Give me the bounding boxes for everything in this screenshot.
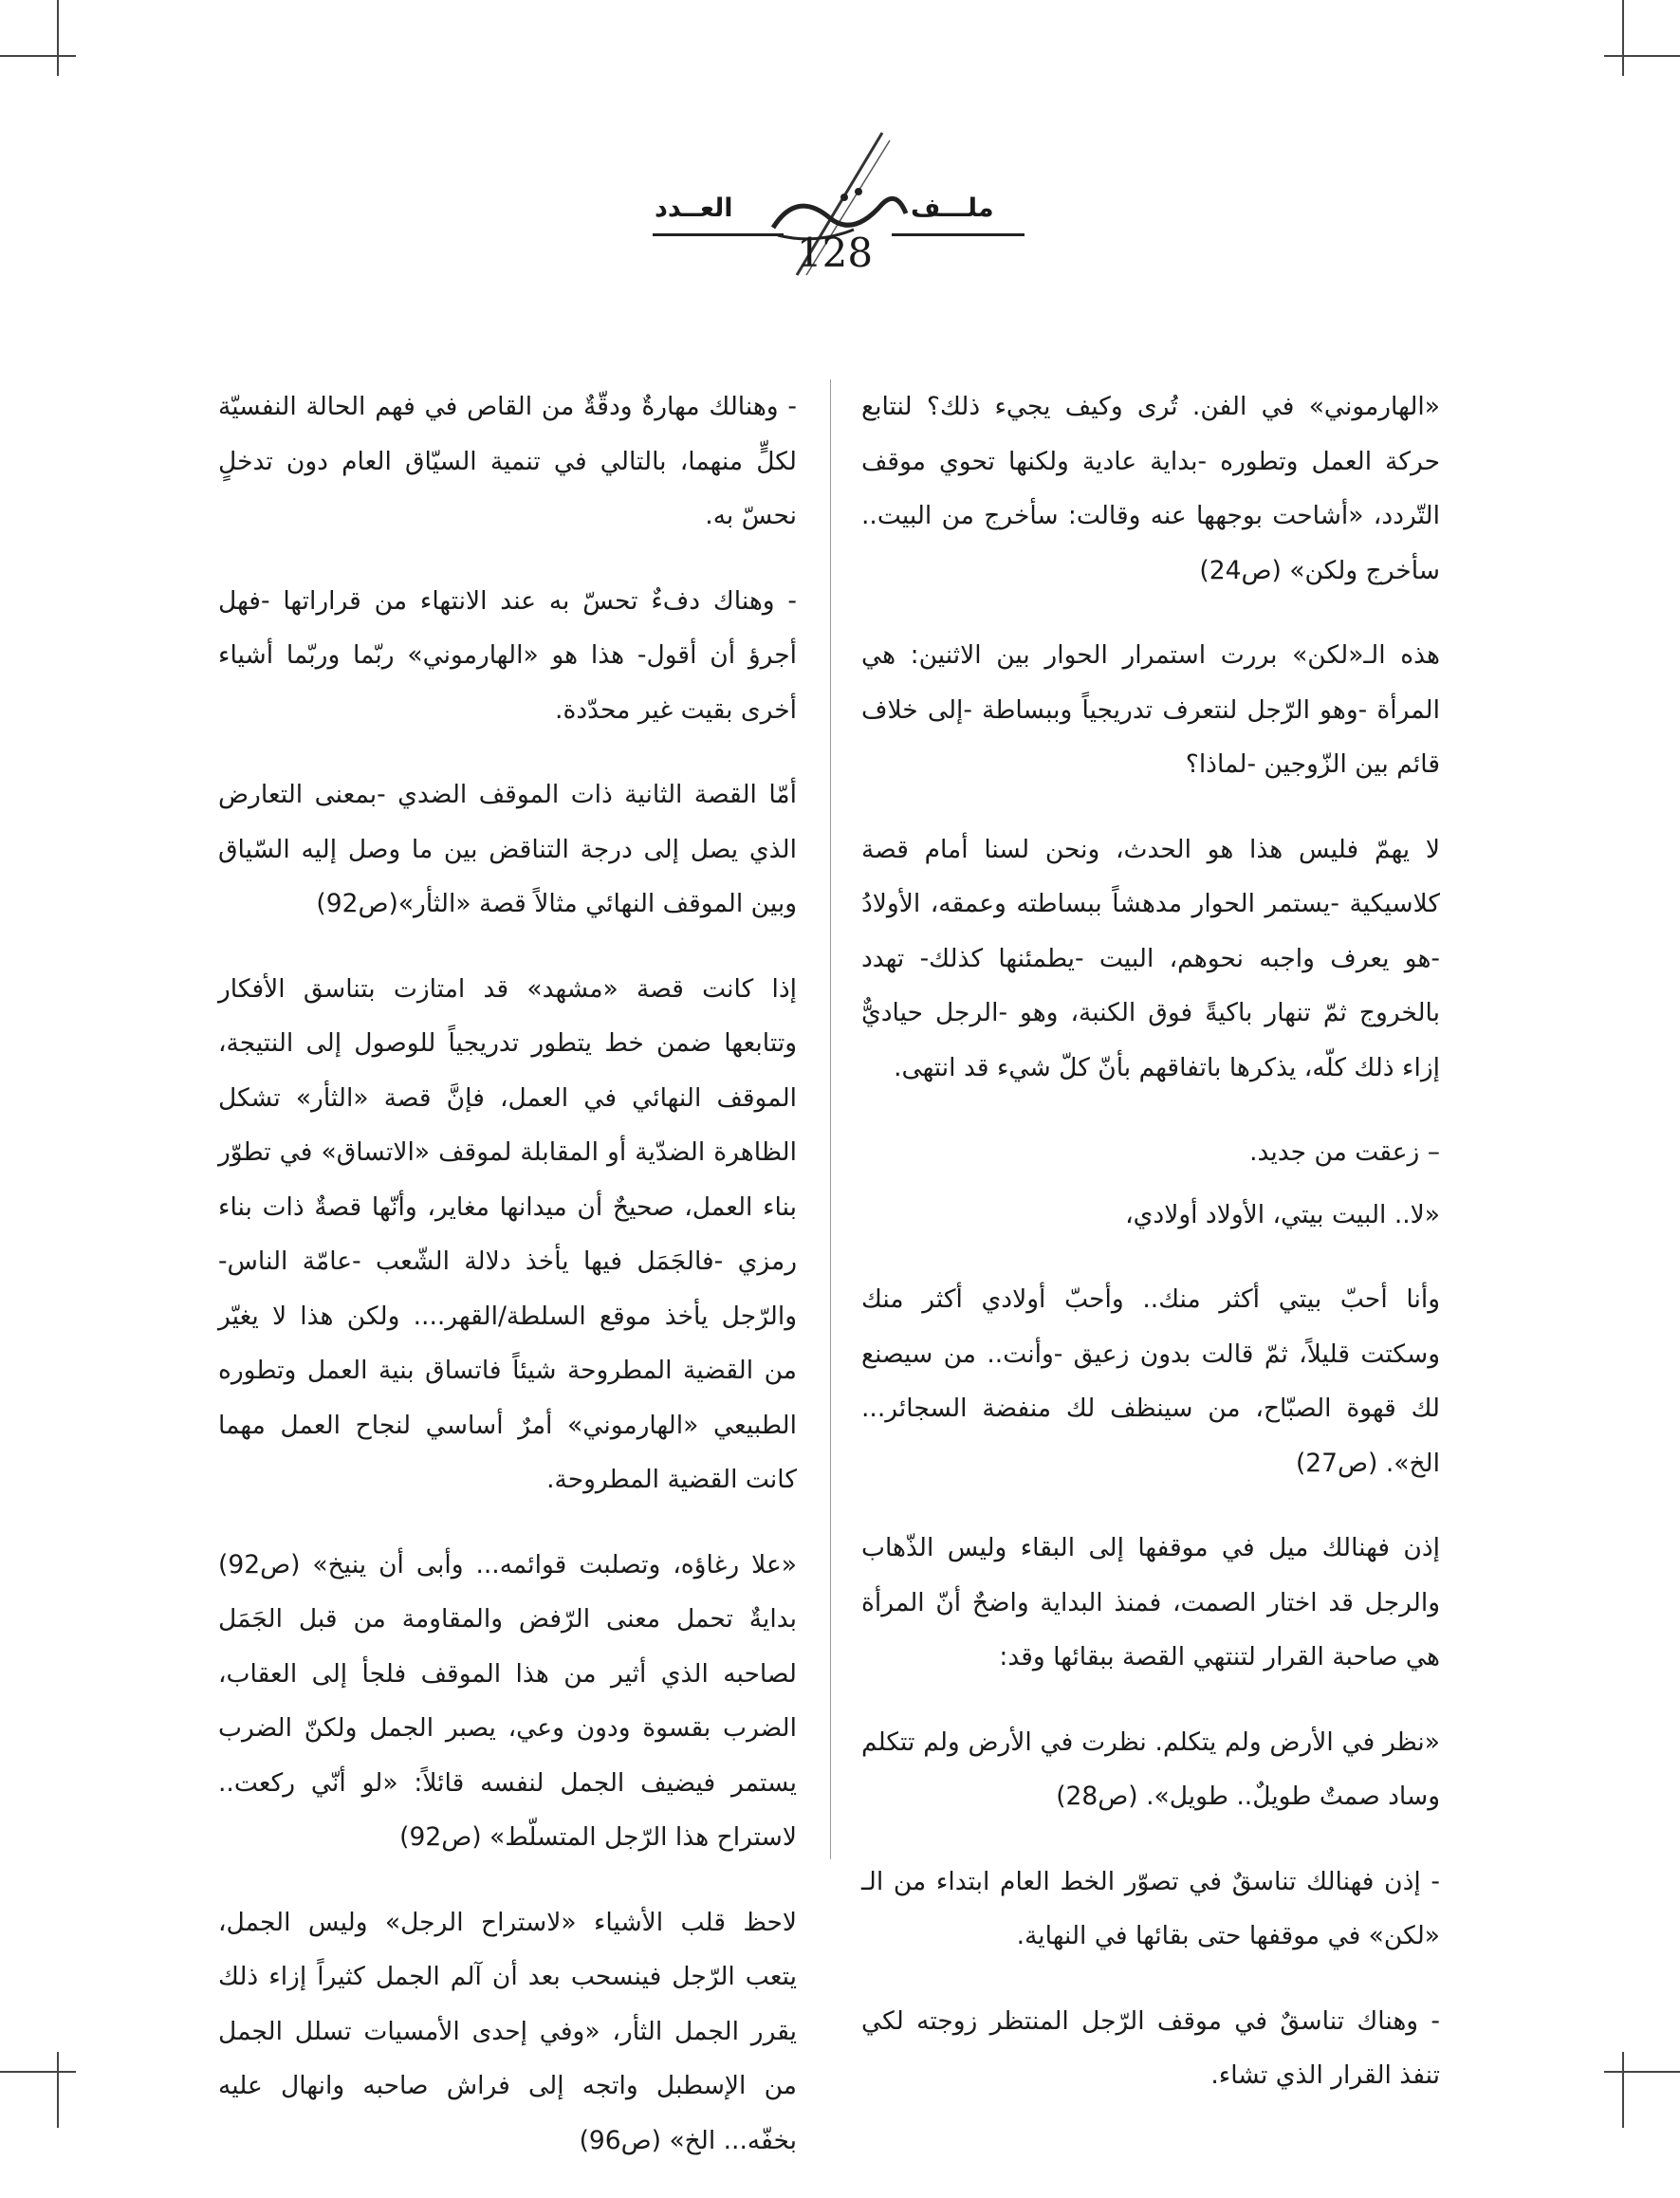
column-divider xyxy=(830,379,831,1859)
paragraph: - وهناك دفءٌ تحسّ به عند الانتهاء من قراراتها -فهل أجرؤ أن أقول- هذا هو «الهارموني» ربّما وربّما أشياء أخرى بقيت غير محدّدة. xyxy=(218,585,797,725)
paragraph: لا يهمّ فليس هذا هو الحدث، ونحن لسنا أمام قصة كلاسيكية -يستمر الحوار مدهشاً ببساطته وعمقه، الأولادُ -هو يعرف واجبه نحوهم، البيت -يطمئنها كذلك- تهدد بالخروج ثمّ تنهار باكيةً فوق الكنبة، وهو -الرجل حياديٌّ إزاء ذلك كلّه، يذكرها باتفاقهم بأنّ كلّ شيء قد انتهى. xyxy=(861,834,1440,1082)
crop-mark xyxy=(57,2052,59,2128)
header-rule xyxy=(892,233,1025,236)
paragraph: «علا رغاؤه، وتصلبت قوائمه... وأبى أن ينيخ» (ص92) بدايةٌ تحمل معنى الرّفض والمقاومة من قبل الجَمَل لصاحبه الذي أثير من هذا الموقف فلجأ إلى العقاب، الضرب بقسوة ودون وعي، يصبر الجمل ولكنّ الضرب يستمر فيضيف الجمل لنفسه قائلاً: «لو أنّي ركعت.. لاستراح هذا الرّجل المتسلّط» (ص92) xyxy=(218,1549,797,1852)
section-label-issue: العــدد xyxy=(655,194,733,223)
paragraph: «الهارموني» في الفن. تُرى وكيف يجيء ذلك؟ لنتابع حركة العمل وتطوره -بداية عادية ولكنها تحوي موقف التّردد، «أشاحت بوجهها عنه وقالت: سأخرج من البيت.. سأخرج ولكن» (ص24) xyxy=(861,392,1440,585)
paragraph: وأنا أحبّ بيتي أكثر منك.. وأحبّ أولادي أكثر منك وسكتت قليلاً، ثمّ قالت بدون زعيق -وأنت.. من سيصنع لك قهوة الصبّاح، من سينظف لك منفضة السجائر... الخ». (ص27) xyxy=(861,1284,1440,1478)
text-column-left xyxy=(218,379,797,2198)
paragraph: - وهناك تناسقٌ في موقف الرّجل المنتظر زوجته لكي تنفذ القرار الذي تشاء. xyxy=(861,2005,1440,2090)
paragraph: «نظر في الأرض ولم يتكلم. نظرت في الأرض ولم تتكلم وساد صمتٌ طويلٌ.. طويل». (ص28) xyxy=(861,1727,1440,1811)
crop-mark xyxy=(57,0,59,76)
paragraph: إذن فهنالك ميل في موقفها إلى البقاء وليس الذّهاب والرجل قد اختار الصمت، فمنذ البداية واضحٌ أنّ المرأة هي صاحبة القرار لتنتهي القصة ببقائها وقد: xyxy=(861,1533,1440,1672)
text-column-right xyxy=(861,379,1440,2133)
page-number: 128 xyxy=(796,230,874,276)
crop-mark xyxy=(0,2071,76,2073)
paragraph: لاحظ قلب الأشياء «لاستراح الرجل» وليس الجمل، يتعب الرّجل فينسحب بعد أن آلم الجمل كثيراً إزاء ذلك يقرر الجمل الثأر، «وفي إحدى الأمسيات تسلل الجمل من الإسطبل واتجه إلى فراش صاحبه وانهال عليه بخفّه... الخ» (ص96) xyxy=(218,1907,797,2155)
crop-mark xyxy=(1604,2071,1680,2073)
paragraph: هذه الـ«لكن» بررت استمرار الحوار بين الاثنين: هي المرأة -وهو الرّجل لنتعرف تدريجياً وببساطة -إلى خلاف قائم بين الزّوجين -لماذا؟ xyxy=(861,640,1440,779)
paragraph: - وهنالك مهارةٌ ودقّةٌ من القاص في فهم الحالة النفسيّة لكلٍّ منهما، بالتالي في تنمية السيّاق العام دون تدخلٍ نحسّ به. xyxy=(218,392,797,530)
crop-mark xyxy=(1604,55,1680,57)
paragraph: «لا.. البيت بيتي، الأولاد أولادي، xyxy=(1125,1199,1440,1229)
paragraph: إذا كانت قصة «مشهد» قد امتازت بتناسق الأفكار وتتابعها ضمن خط يتطور تدريجياً للوصول إلى النتيجة، الموقف النهائي في العمل، فإنَّ قصة «الثأر» تشكل الظاهرة الضدّية أو المقابلة لموقف «الاتساق» في تطوّر بناء العمل، صحيحٌ أن ميدانها مغاير، وأنّها قصةٌ ذات بناء رمزي -فالجَمَل فيها يأخذ دلالة الشّعب -عامّة الناس- والرّجل يأخذ موقع السلطة/القهر.... ولكن هذا لا يغيّر من القضية المطروحة شيئاً فاتساق بنية العمل وتطوره الطبيعي «الهارموني» أمرٌ أساسي لنجاح العمل مهما كانت القضية المطروحة. xyxy=(218,973,797,1494)
running-header xyxy=(0,123,1680,285)
crop-mark xyxy=(1622,0,1624,76)
paragraph: - إذن فهنالك تناسقٌ في تصوّر الخط العام ابتداء من الـ «لكن» في موقفها حتى بقائها في النهاية. xyxy=(861,1866,1440,1950)
section-label-file: ملـــف xyxy=(911,194,994,223)
paragraph: أمّا القصة الثانية ذات الموقف الضدي -بمعنى التعارض الذي يصل إلى درجة التناقض بين ما وصل إليه السّياق وبين الموقف النهائي مثالاً قصة «الثأر»(ص92) xyxy=(218,780,797,918)
paragraph: – زعقت من جديد. xyxy=(1249,1137,1440,1167)
crop-mark xyxy=(0,55,76,57)
crop-mark xyxy=(1622,2052,1624,2128)
